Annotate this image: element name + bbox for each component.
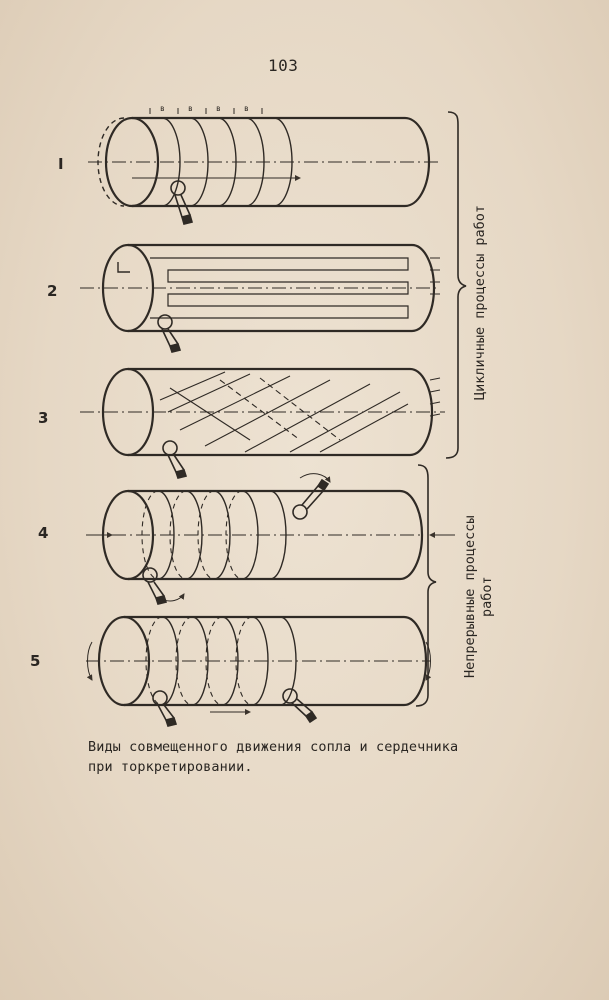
nozzle-4-top: [293, 474, 330, 519]
bracket-label-cyclic: Цикличные процессы работ: [472, 204, 488, 400]
bracket-cyclic: [446, 112, 466, 458]
caption-line-1: Виды совмещенного движения сопла и сердечника: [88, 739, 459, 755]
row-label-5: 5: [30, 652, 41, 670]
cylinder-2: [80, 245, 440, 352]
row-label-2: 2: [47, 282, 58, 300]
pitch-label-1b: в: [188, 104, 193, 113]
nozzle-1: [171, 181, 192, 224]
cylinder-3: [80, 369, 445, 478]
bracket-label-continuous: [462, 515, 496, 678]
page-number: 103: [268, 56, 299, 75]
row-label-3: 3: [38, 409, 49, 427]
pitch-label-1a: в: [160, 104, 165, 113]
pitch-label-1d: в: [244, 104, 249, 113]
bracket-label-continuous-line2: работ: [479, 576, 495, 618]
cylinder-4: [86, 474, 455, 604]
figure-caption: [88, 737, 528, 777]
row-label-1: I: [58, 155, 64, 173]
nozzle-2: [158, 315, 180, 352]
nozzle-4-bottom: [143, 568, 184, 604]
row-label-4: 4: [38, 524, 49, 542]
cylinder-1: [88, 108, 440, 224]
cylinder-5: [86, 617, 431, 726]
nozzle-3: [163, 441, 186, 478]
caption-line-2: при торкретировании.: [88, 759, 253, 775]
pitch-label-1c: в: [216, 104, 221, 113]
nozzle-5-left: [153, 691, 176, 726]
bracket-label-continuous-line1: Непрерывные процессы: [462, 515, 478, 678]
